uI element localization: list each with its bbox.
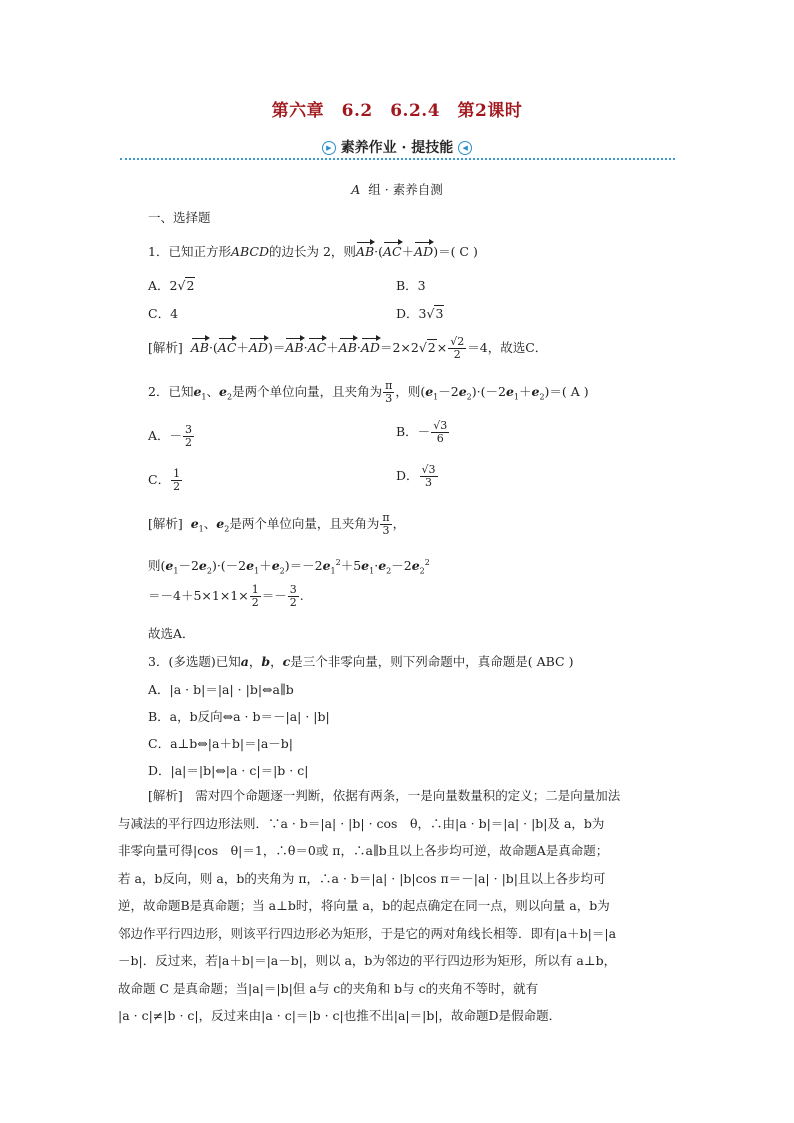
group-label: 组 · 素养自测: [368, 182, 443, 197]
q2-stem: 2．已知$e_1$、$e_2$是两个单位向量，且夹角为 $\frac{\pi}{3}$ ，则$(e_1-2e_2)\cdot(-2e_1+e_2)=$( A ): [148, 379, 589, 405]
q2-option-d: D． $\frac{√3}{3}$: [396, 463, 436, 489]
q1-option-b: B．3: [396, 278, 426, 293]
q2-analysis-tag: [解析]: [148, 516, 183, 531]
group-letter: A: [351, 182, 361, 197]
banner-label: 素养作业 · 提技能: [340, 140, 454, 156]
play-right-icon: ▶: [322, 141, 336, 155]
q3-option-b: B．a，b反向⇔a · b＝－|a| · |b|: [148, 709, 330, 724]
q3-analysis-line: 若 a，b反向，则 a，b的夹角为 π，∴a · b＝|a| · |b|cos π＝－|a| · |b|且以上各步均可: [118, 870, 606, 886]
q3-analysis-line: 与减法的平行四边形法则．∵a · b＝|a| · |b| · cos θ，∴由|a · b|＝|a| · |b|及 a，b为: [118, 815, 605, 831]
q3-analysis-line: |a · c|≠|b · c|，反过来由|a · c|＝|b · c|也推不出|a|＝|b|，故命题D是假命题．: [118, 1008, 562, 1023]
q3-analysis-line: 邻边作平行四边形，则该平行四边形必为矩形，于是它的两对角线长相等．即有|a＋b|＝|a: [118, 925, 617, 941]
q1-analysis-tail: ＝4，故选C．: [467, 340, 548, 355]
q3-analysis-line: [解析] 需对四个命题逐一判断，依据有两条，一是向量数量积的定义；二是向量加法: [148, 788, 621, 803]
q2-analysis-line3: ＝－4＋5×1×1× $\frac{1}{2}$ ＝－ $\frac{3}{2}$ .: [148, 583, 304, 609]
q3-option-d: D．|a|＝|b|⇔|a · c|＝|b · c|: [148, 763, 309, 778]
q1-answer: ＝( C ): [438, 244, 478, 259]
q1-analysis: [解析] AB·(AC＋AD)＝AB·AC＋AB·AD＝2×2√2× $\frac{√2}{2}$ ＝4，故选C．: [148, 335, 548, 361]
q2-analysis-line2: 则$(e_1-2e_2)\cdot(-2e_1+e_2)=-2e_1^2+5e_1\cdot e_2-2e_2^2$: [148, 557, 430, 576]
banner-divider: [120, 158, 675, 160]
q3-analysis-line: 逆，故命题B是真命题；当 a⊥b时，将向量 a，b的起点确定在同一点，则以向量 a，b为: [118, 898, 610, 913]
group-heading: [0, 180, 794, 198]
q2-option-b: B．－ $\frac{√3}{6}$: [396, 419, 448, 445]
q1-analysis-tag: [解析]: [148, 340, 183, 355]
q2-answer: )＝( A ): [544, 384, 589, 399]
q3-analysis-line: －b|．反过来，若|a＋b|＝|a－b|，则以 a，b为邻边的平行四边形为矩形，所以有 a⊥b，: [118, 953, 617, 968]
part-heading: 一、选择题: [148, 210, 211, 225]
q2-option-a: A．－ $\frac{3}{2}$: [148, 423, 193, 449]
q1-option-a: A．2√2: [148, 278, 195, 293]
q1-stem: 1．已知正方形ABCD的边长为 2，则AB·(AC＋AD)＝( C ): [148, 244, 478, 259]
q3-analysis: [118, 782, 678, 1030]
q1-option-c: C．4: [148, 306, 179, 321]
page-title: 第六章 6.2 6.2.4 第2课时: [271, 101, 523, 121]
q3-analysis-line: 故命题 C 是真命题；当|a|＝|b|但 a与 c的夹角和 b与 c的夹角不等时，就有: [118, 980, 539, 996]
q3-analysis-line: 非零向量可得|cos θ|＝1，∴θ＝0或 π，∴a∥b且以上各步均可逆，故命题A是真命题；: [118, 843, 609, 858]
banner: [0, 137, 794, 157]
q1-abcd: ABCD: [230, 244, 269, 259]
play-left-icon: ◀: [458, 141, 472, 155]
q3-option-c: C．a⊥b⇔|a＋b|＝|a－b|: [148, 736, 294, 751]
q2-analysis: [解析] $e_1$、$e_2$是两个单位向量，且夹角为 $\frac{\pi}{3}$ ，: [148, 511, 406, 537]
q2-option-c: C． $\frac{1}{2}$: [148, 467, 181, 493]
q1-option-d: D．3√3: [396, 306, 444, 321]
q1-stem-a: 1．已知正方形: [148, 244, 231, 259]
q3-option-a: A．|a · b|＝|a| · |b|⇔a∥b: [148, 682, 294, 697]
q2-conclusion: 故选A．: [148, 626, 195, 641]
q1-stem-b: 的边长为 2，则: [269, 244, 356, 259]
q3-stem: 3．(多选题)已知a，b，c是三个非零向量，则下列命题中，真命题是( ABC ): [148, 654, 574, 669]
